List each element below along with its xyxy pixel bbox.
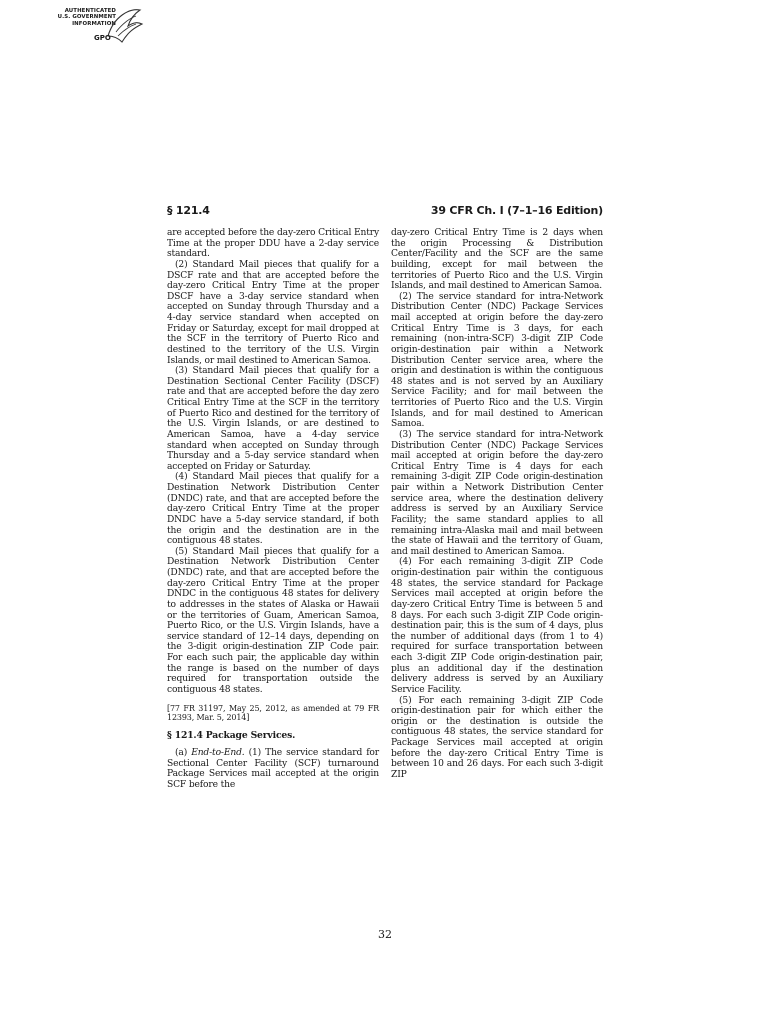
right-paragraph-1: day-zero Critical Entry Time is 2 days when the origin Processing & Distribution Center/Facility and the SCF are the same building, except for mail between the territories of Puerto Rico and the U.S. Virgin Islands, and mail destined to American Samoa. (391, 228, 603, 292)
paragraph-emphasis: End-to-End. (191, 748, 245, 759)
right-paragraph-3: (3) The service standard for intra-Network Distribution Center (NDC) Package Services mail accepted at origin before the day-zero Critical Entry Time is 4 days for each remaining 3-digit ZIP Code origin-destination pair within a Network Distribution Center service area, where the destination delivery address is served by an Auxiliary Service Facility; the same standard applies to all remaining intra-Alaska mail and mail between the state of Hawaii and the territory of Guam, and mail destined to American Samoa. (391, 429, 603, 557)
seal-line-1: AUTHENTICATED (64, 8, 116, 14)
right-paragraph-5: (5) For each remaining 3-digit ZIP Code origin-destination pair for which either the origin or the destination is outside the contiguous 48 states, the service standard for Package Services mail accepted at origin before the day-zero Critical Entry Time is between 10 and 26 days. For each such 3-digit ZIP (391, 695, 603, 780)
edition-header: 39 CFR Ch. I (7–1–16 Edition) (430, 204, 603, 217)
left-paragraph-3: (3) Standard Mail pieces that qualify for a Destination Sectional Center Facility (DSCF) rate and that are accepted before the day zero Critical Entry Time at the SCF in the territory of Puerto Rico and destined for the territory of the U.S. Virgin Islands, or are destined to American Samoa, have a 4-day service standard when accepted on Sunday through Thursday and a 5-day service standard when accepted on Friday or Saturday. (167, 366, 379, 472)
left-column (167, 228, 379, 791)
left-paragraph-5: (5) Standard Mail pieces that qualify for a Destination Network Distribution Center (DNDC) rate, and that are accepted before the day-zero Critical Entry Time at the proper DNDC in the contiguous 48 states for delivery to addresses in the states of Alaska or Hawaii or the territories of Guam, American Samoa, Puerto Rico, or the U.S. Virgin Islands, have a service standard of 12–14 days, depending on the 3-digit origin-destination ZIP Code pair. For each such pair, the applicable day within the range is based on the number of days required for transportation outside the contiguous 48 states. (167, 546, 379, 695)
seal-line-2: U.S. GOVERNMENT (57, 14, 116, 21)
gpo-authentication-seal (30, 6, 142, 50)
section-header: § 121.4 (167, 204, 210, 217)
eagle-seal-icon (104, 6, 144, 50)
right-column (391, 228, 603, 781)
paragraph-label: (a) (175, 748, 192, 759)
page-number: 32 (378, 928, 392, 941)
right-paragraph-4: (4) For each remaining 3-digit ZIP Code origin-destination pair within the contiguous 48 states, the service standard for Package Services mail accepted at origin before the day-zero Critical Entry Time is between 5 and 8 days. For each such 3-digit ZIP Code origin-destination pair, this is the sum of 4 days, plus the number of additional days (from 1 to 4) required for surface transportation between each 3-digit ZIP Code origin-destination pair, plus an additional day if the destination delivery address is served by an Auxiliary Service Facility. (391, 557, 603, 695)
left-paragraph-2: (2) Standard Mail pieces that qualify for a DSCF rate and that are accepted before the day-zero Critical Entry Time at the proper DSCF have a 3-day service standard when accepted on Sunday through Thursday and a 4-day service standard when accepted on Friday or Saturday, except for mail dropped at the SCF in the territory of Puerto Rico and destined to the territory of the U.S. Virgin Islands, or mail destined to American Samoa. (167, 259, 379, 366)
left-paragraph-6 (167, 748, 379, 791)
left-paragraph-4: (4) Standard Mail pieces that qualify for a Destination Network Distribution Center (DNDC) rate, and that are accepted before the day-zero Critical Entry Time at the proper DNDC have a 5-day service standard, if both the origin and the destination are in the contiguous 48 states. (167, 472, 379, 547)
citation: [77 FR 31197, May 25, 2012, as amended at 79 FR 12393, Mar. 5, 2014] (167, 703, 379, 722)
right-paragraph-2: (2) The service standard for intra-Network Distribution Center (NDC) Package Services mail accepted at origin before the day-zero Critical Entry Time is 3 days, for each remaining (non-intra-SCF) 3-digit ZIP Code origin-destination pair within a Network Distribution Center service area, where the origin and destination is within the contiguous 48 states and is not served by an Auxiliary Service Facility; and for mail between the territories of Puerto Rico and the U.S. Virgin Islands, and for mail destined to American Samoa. (391, 291, 603, 430)
seal-abbreviation: GPO (94, 34, 111, 42)
paragraph-rest: (1) The service standard for Sectional Center Facility (SCF) turnaround Package Services mail accepted at the origin SCF before the (167, 748, 379, 790)
left-paragraph-1: are accepted before the day-zero Critical Entry Time at the proper DDU have a 2-day service standard. (167, 228, 379, 260)
seal-line-3: INFORMATION (72, 20, 116, 27)
section-heading: § 121.4 Package Services. (167, 729, 296, 741)
